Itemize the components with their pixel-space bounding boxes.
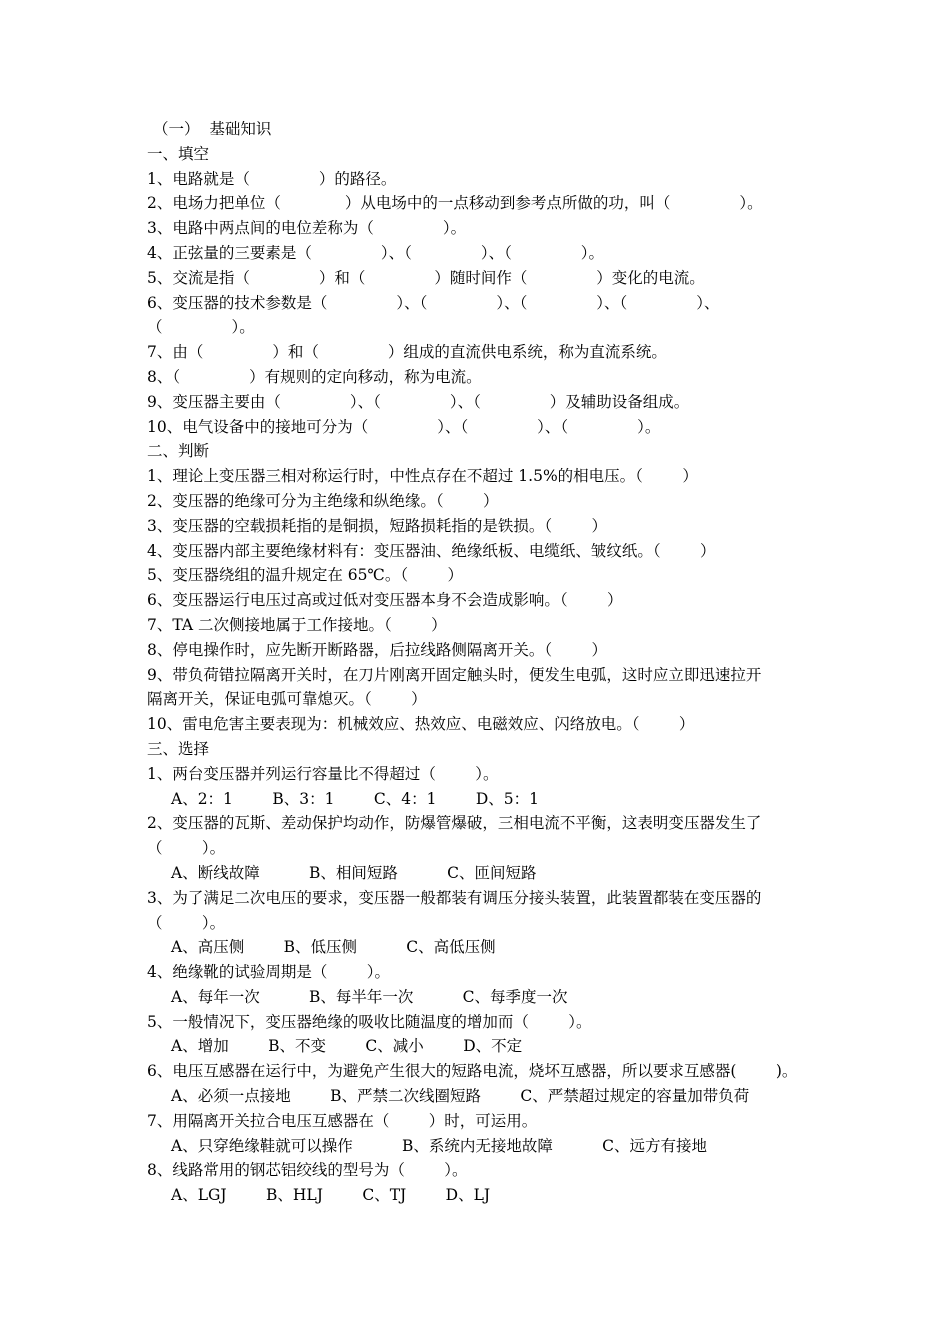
text-line: 2、变压器的绝缘可分为主绝缘和纵绝缘。（ ） <box>147 491 499 510</box>
text-line: （ ）。 <box>147 839 226 858</box>
text-line: 4、绝缘靴的试验周期是（ ）。 <box>147 963 391 982</box>
text-line: 7、TA 二次侧接地属于工作接地。（ ） <box>147 615 447 634</box>
text-line: A、增加 B、不变 C、减小 D、不定 <box>171 1037 523 1056</box>
text-line: 三、选择 <box>147 739 210 758</box>
text-line: A、每年一次 B、每半年一次 C、每季度一次 <box>171 987 568 1006</box>
text-line: 9、带负荷错拉隔离开关时，在刀片刚离开固定触头时，便发生电弧，这时应立即迅速拉开 <box>147 665 762 684</box>
text-line: 7、由（ ）和（ ）组成的直流供电系统，称为直流系统。 <box>147 343 667 362</box>
text-line: A、LGJ B、HLJ C、TJ D、LJ <box>171 1186 491 1205</box>
text-line: （一） 基础知识 <box>153 120 272 138</box>
text-line: 5、变压器绕组的温升规定在 65℃。（ ） <box>147 566 464 585</box>
text-line: 隔离开关，保证电弧可靠熄灭。（ ） <box>147 690 427 709</box>
text-line: 3、电路中两点间的电位差称为（ ）。 <box>147 219 467 238</box>
text-line: 4、正弦量的三要素是（ ）、（ ）、（ ）。 <box>147 243 605 262</box>
text-line: 3、变压器的空载损耗指的是铜损，短路损耗指的是铁损。（ ） <box>147 516 608 535</box>
text-line: 1、理论上变压器三相对称运行时，中性点存在不超过 1.5%的相电压。（ ） <box>147 467 698 486</box>
text-line: A、必须一点接地 B、严禁二次线圈短路 C、严禁超过规定的容量加带负荷 <box>171 1087 750 1106</box>
text-line: A、只穿绝缘鞋就可以操作 B、系统内无接地故障 C、远方有接地 <box>171 1136 707 1155</box>
text-line: 10、雷电危害主要表现为：机械效应、热效应、电磁效应、闪络放电。（ ） <box>147 715 695 734</box>
document-page <box>147 117 812 1208</box>
text-line: 2、变压器的瓦斯、差动保护均动作，防爆管爆破，三相电流不平衡，这表明变压器发生了 <box>147 814 762 833</box>
text-line: 二、判断 <box>147 442 210 461</box>
text-line: 6、变压器的技术参数是（ ）、（ ）、（ ）、（ ）、 <box>147 293 720 312</box>
text-line: 一、填空 <box>147 144 210 163</box>
text-line: 1、两台变压器并列运行容量比不得超过（ ）。 <box>147 764 499 783</box>
text-line: 6、电压互感器在运行中，为避免产生很大的短路电流，烧坏互感器，所以要求互感器( )。 <box>147 1062 798 1081</box>
text-line: 2、电场力把单位（ ）从电场中的一点移动到参考点所做的功，叫（ ）。 <box>147 194 763 213</box>
text-line: A、2：1 B、3：1 C、4：1 D、5：1 <box>171 789 540 808</box>
text-line: 5、一般情况下，变压器绝缘的吸收比随温度的增加而（ ）。 <box>147 1012 592 1031</box>
text-line: （ ）。 <box>147 913 226 932</box>
text-line: 5、交流是指（ ）和（ ）随时间作（ ）变化的电流。 <box>147 268 705 287</box>
text-line: 3、为了满足二次电压的要求，变压器一般都装有调压分接头装置，此装置都装在变压器的 <box>147 888 762 907</box>
text-line: 1、电路就是（ ）的路径。 <box>147 169 397 188</box>
text-line: A、断线故障 B、相间短路 C、匝间短路 <box>171 863 537 882</box>
text-line: 4、变压器内部主要绝缘材料有：变压器油、绝缘纸板、电缆纸、皱纹纸。（ ） <box>147 541 716 560</box>
text-line: （ ）。 <box>147 318 255 337</box>
text-line: 8、线路常用的钢芯铝绞线的型号为（ ）。 <box>147 1161 468 1180</box>
text-line: A、高压侧 B、低压侧 C、高低压侧 <box>171 938 496 957</box>
text-line: 8、停电操作时，应先断开断路器，后拉线路侧隔离开关。（ ） <box>147 640 608 659</box>
text-line: 10、电气设备中的接地可分为（ ）、（ ）、（ ）。 <box>147 417 661 436</box>
text-line: 7、用隔离开关拉合电压互感器在（ ）时，可运用。 <box>147 1111 538 1130</box>
text-line: 6、变压器运行电压过高或过低对变压器本身不会造成影响。（ ） <box>147 591 623 610</box>
text-line: 9、变压器主要由（ ）、（ ）、（ ）及辅助设备组成。 <box>147 392 690 411</box>
text-line: 8、（ ）有规则的定向移动，称为电流。 <box>147 367 482 386</box>
